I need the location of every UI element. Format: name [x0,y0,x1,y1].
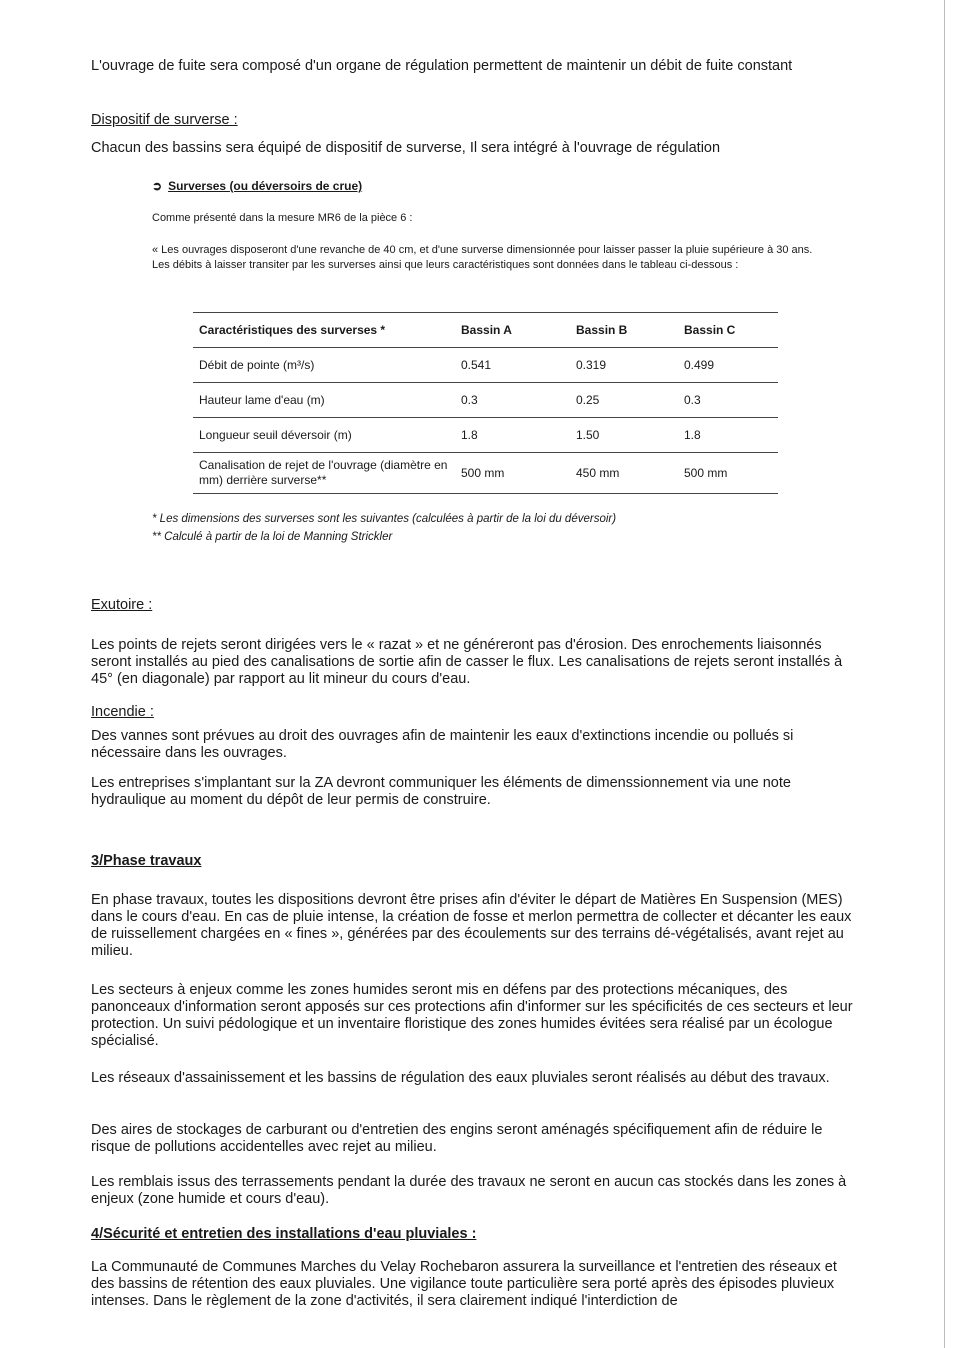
table-row [193,453,778,494]
table-cell: 0.25 [570,383,678,418]
paragraph-reseaux: Les réseaux d'assainissement et les bassins de régulation des eaux pluviales seront réalisés au début des travaux. [91,1070,830,1086]
table-cell: 1.50 [570,418,678,453]
table-cell: 0.319 [570,348,678,383]
table-notes [152,510,832,546]
paragraph-communaute: La Communauté de Communes Marches du Velay Rochebaron assurera la surveillance et l'entretien des réseaux et des bassins de rétention des eaux pluviales. Une vigilance toute particulière sera porté après des épisodes pluvieux intenses. Dans le règlement de la zone d'activités, il sera clairement indiqué l'interdiction de [91,1259,837,1309]
note-manning: ** Calculé à partir de la loi de Manning Strickler [152,531,393,543]
table-cell: Canalisation de rejet de l'ouvrage (diamètre en mm) derrière surverse** [193,453,455,494]
table-header-cell: Caractéristiques des surverses * [193,313,455,348]
table-row [193,383,778,418]
table-cell: 500 mm [678,453,778,494]
paragraph-bassins-surverse: Chacun des bassins sera équipé de dispositif de surverse, Il sera intégré à l'ouvrage de régulation [91,140,721,156]
table-header-cell: Bassin B [570,313,678,348]
paragraph-secteurs-enjeux: Les secteurs à enjeux comme les zones humides seront mis en défens par des protections mécaniques, des panonceaux d'information seront apposés sur ces protections afin d'informer sur les spécificités de ces secteurs et leur protection. Un suivi pédologique et un inventaire floristique des zones humides évitées sera réalisé par un écologue spécialisé. [91,982,853,1049]
table-cell: Débit de pointe (m³/s) [193,348,455,383]
paragraph-phase-travaux: En phase travaux, toutes les dispositions devront être prises afin d'éviter le départ de Matières En Suspension (MES) dans le cours d'eau. En cas de pluie intense, la création de fosse et merlon permettra de collecter et décanter les eaux de ruissellement chargées en « fines », générées par des écoulements sur des terrains dé-végétalisés, avant rejet au milieu. [91,892,852,959]
table-cell: 450 mm [570,453,678,494]
table-cell: Hauteur lame d'eau (m) [193,383,455,418]
table-header-cell: Bassin A [455,313,570,348]
subheading-surverses [152,179,362,193]
heading-exutoire: Exutoire : [91,597,153,613]
table-cell: Longueur seuil déversoir (m) [193,418,455,453]
table-header-row [193,313,778,348]
paragraph-citation-ouvrages: « Les ouvrages disposeront d'une revanche de 40 cm, et d'une surverse dimensionnée pour laisser passer la pluie supérieure à 30 ans. Les débits à laisser transiter par les surverses ainsi que leurs caractéristiques sont données dans le tableau ci-dessous : [152,244,813,271]
table-row [193,348,778,383]
paragraph-mesure-mr6: Comme présenté dans la mesure MR6 de la pièce 6 : [152,212,413,224]
table-cell: 0.499 [678,348,778,383]
paragraph-exutoire: Les points de rejets seront dirigées vers le « razat » et ne généreront pas d'érosion. Des enrochements liaisonnés seront installés au pied des canalisations de sortie afin de casser le flux. Les canalisations de rejets seront installés à 45° (en diagonale) par rapport au lit mineur du cours d'eau. [91,637,843,687]
paragraph-entreprises: Les entreprises s'implantant sur la ZA devront communiquer les éléments de dimenssionnement via une note hydraulique au moment du dépôt de leur permis de construire. [91,775,791,808]
table-cell: 1.8 [678,418,778,453]
table-cell: 0.3 [678,383,778,418]
heading-phase-travaux: 3/Phase travaux [91,853,202,869]
table-cell: 0.541 [455,348,570,383]
heading-securite-entretien: 4/Sécurité et entretien des installations d'eau pluviales : [91,1226,477,1242]
paragraph-ouvrage-fuite: L'ouvrage de fuite sera composé d'un organe de régulation permettent de maintenir un débit de fuite constant [91,58,793,74]
note-dimensions: * Les dimensions des surverses sont les suivantes (calculées à partir de la loi du déversoir) [152,513,617,525]
paragraph-aires-stockage: Des aires de stockages de carburant ou d'entretien des engins seront aménagés spécifiquement afin de réduire le risque de pollutions accidentelles avec rejet au milieu. [91,1122,823,1155]
heading-incendie: Incendie : [91,704,154,720]
table-cell: 1.8 [455,418,570,453]
subheading-label: Surverses (ou déversoirs de crue) [168,179,363,193]
surverses-table [193,312,778,494]
heading-dispositif-surverse: Dispositif de surverse : [91,112,238,128]
page-edge-line [944,0,945,1348]
table-cell: 0.3 [455,383,570,418]
table-header-cell: Bassin C [678,313,778,348]
paragraph-remblais: Les remblais issus des terrassements pendant la durée des travaux ne seront en aucun cas stockés dans les zones à enjeux (zone humide et cours d'eau). [91,1174,847,1207]
table-cell: 500 mm [455,453,570,494]
table-row [193,418,778,453]
arrow-icon: ➲ [152,179,163,193]
paragraph-vannes: Des vannes sont prévues au droit des ouvrages afin de maintenir les eaux d'extinctions incendie ou pollués si nécessaire dans les ouvrages. [91,728,794,761]
